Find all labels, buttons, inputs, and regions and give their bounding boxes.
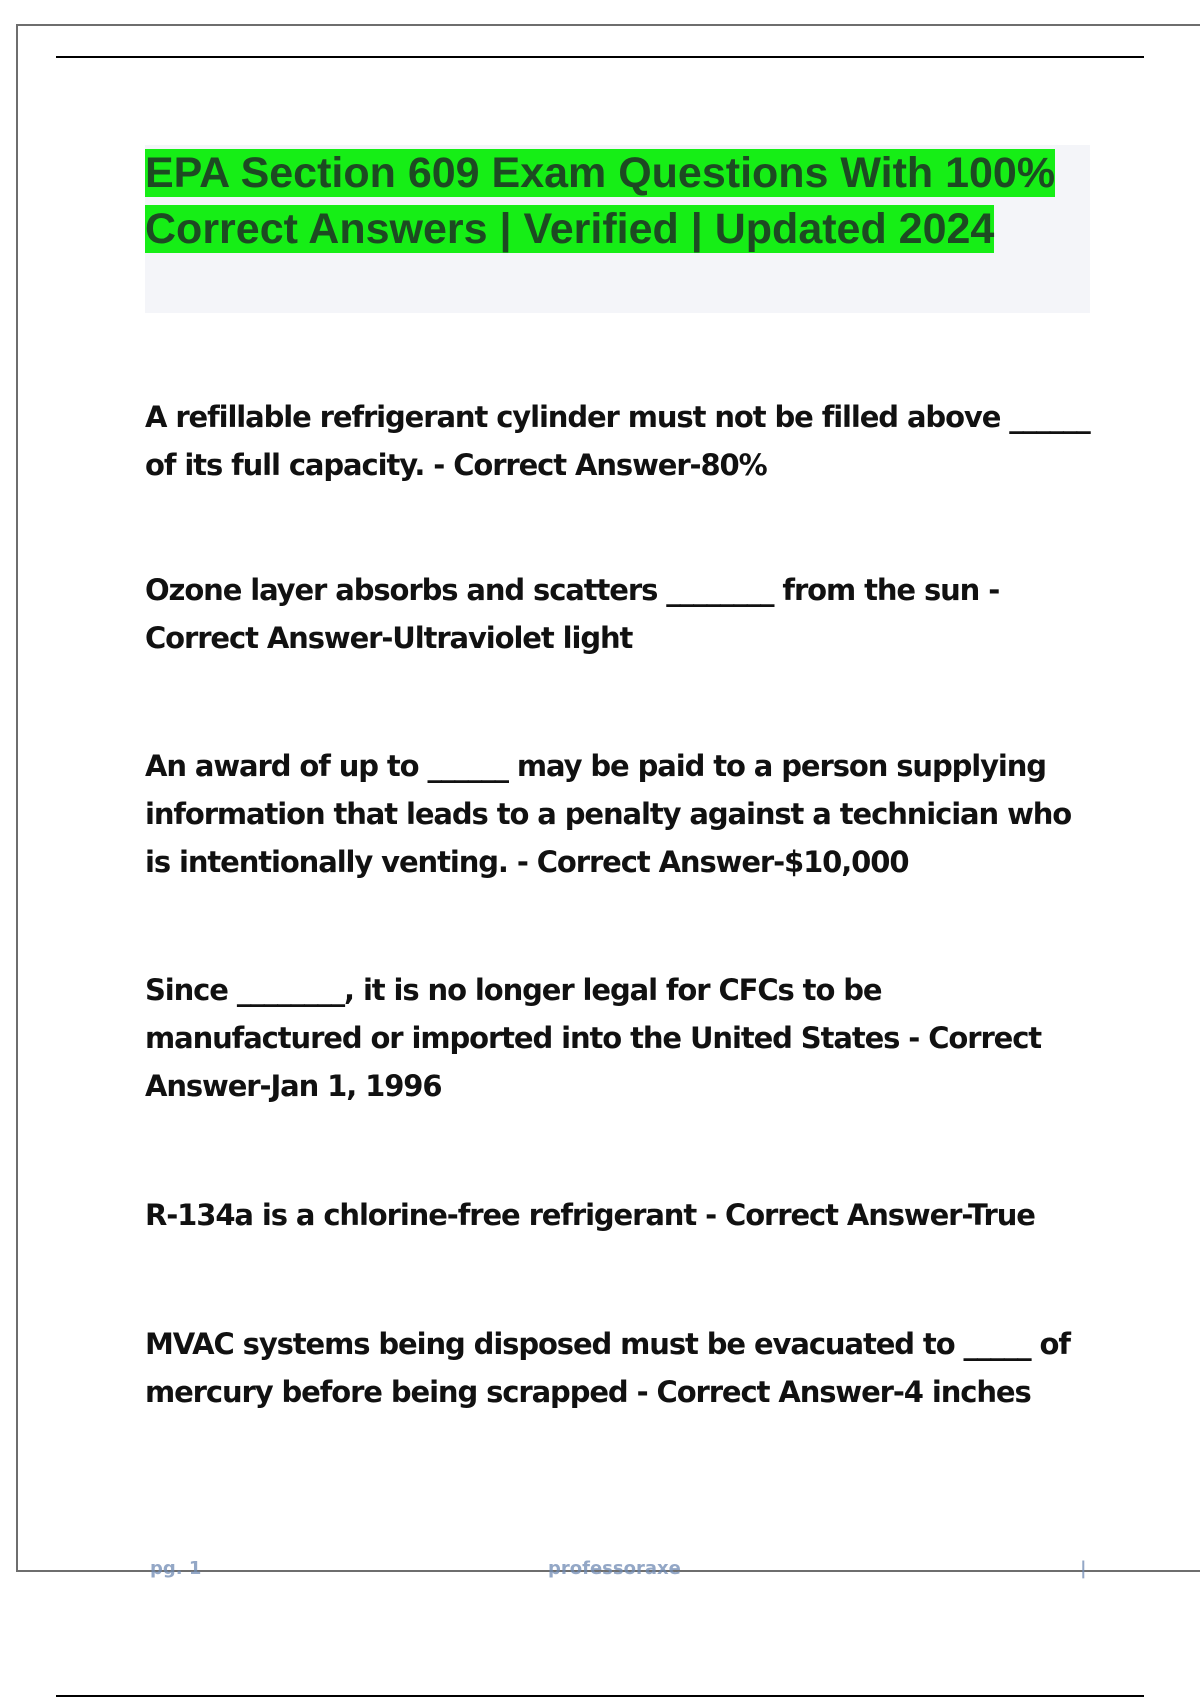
bottom-rule bbox=[56, 1695, 1144, 1697]
question-item-6: MVAC systems being disposed must be evacuated to _____ of mercury before being scrapped - Correct Answer-4 inches bbox=[145, 1327, 1070, 1409]
question-item-1: A refillable refrigerant cylinder must not be filled above ______ of its full capacity. - Correct Answer-80% bbox=[145, 400, 1090, 482]
document-title bbox=[145, 145, 1090, 257]
title-highlight: EPA Section 609 Exam Questions With 100% Correct Answers | Verified | Updated 2024 bbox=[145, 149, 1056, 253]
question-item-4: Since ________, it is no longer legal for CFCs to be manufactured or imported into the United States - Correct Answer-Jan 1, 1996 bbox=[145, 973, 1042, 1103]
footer-page-number: pg. 1 bbox=[150, 1558, 202, 1579]
question-item-3: An award of up to ______ may be paid to a person supplying information that leads to a penalty against a technician who is intentionally venting. - Correct Answer-$10,000 bbox=[145, 749, 1072, 879]
header-rule bbox=[56, 56, 1144, 58]
footer-author: professoraxe bbox=[548, 1558, 681, 1579]
question-item-5: R-134a is a chlorine-free refrigerant - Correct Answer-True bbox=[145, 1198, 1035, 1232]
footer-divider-mark: | bbox=[1080, 1558, 1087, 1579]
question-item-2: Ozone layer absorbs and scatters ________ from the sun - Correct Answer-Ultraviolet light bbox=[145, 573, 1000, 655]
